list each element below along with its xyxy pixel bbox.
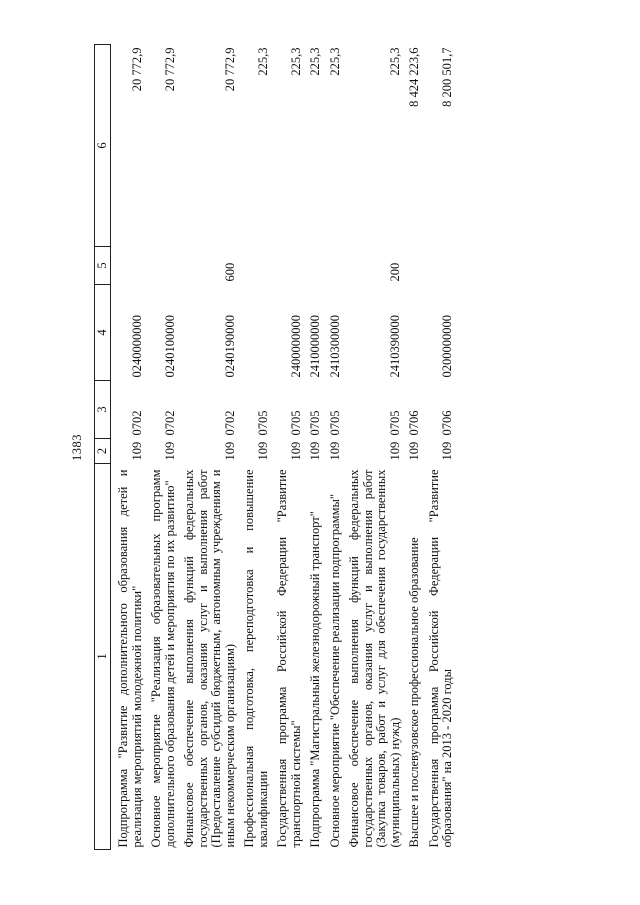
row-ministry-code: 109 (162, 441, 177, 461)
row-amount: 20 772,9 (222, 47, 237, 92)
header-col-6: 6 (95, 45, 111, 247)
table-row (273, 45, 306, 850)
header-col-5: 5 (95, 247, 111, 285)
row-expense-type (306, 247, 326, 285)
table-row (326, 45, 346, 850)
row-ministry-code: 109 (255, 441, 270, 461)
table-row (345, 45, 405, 850)
row-amount: 20 772,9 (162, 47, 177, 92)
row-amount: 8 200 501,7 (440, 47, 454, 107)
row-amount: 225,3 (255, 47, 270, 76)
table-row (147, 45, 180, 850)
row-section-code: 0706 (407, 410, 421, 436)
row-amount: 225,3 (387, 47, 402, 76)
row-section-code: 0705 (387, 410, 402, 436)
table-row (180, 45, 240, 850)
header-col-1: 1 (95, 464, 111, 850)
row-ministry-code: 109 (327, 441, 342, 461)
row-name: Основное мероприятие "Обеспечение реализации подпрограммы" (327, 494, 342, 848)
table-row (405, 45, 425, 850)
header-col-2: 2 (95, 439, 111, 464)
row-amount: 20 772,9 (129, 47, 144, 92)
table-row (425, 45, 458, 850)
header-col-3: 3 (95, 381, 111, 439)
row-target-code: 2410390000 (387, 315, 402, 378)
table-body (111, 45, 458, 850)
row-ministry-code: 109 (222, 441, 237, 461)
row-amount: 225,3 (308, 47, 322, 76)
header-row (95, 45, 111, 850)
row-target-code (240, 285, 273, 381)
row-section-code: 0702 (129, 410, 144, 436)
table-row (111, 45, 148, 850)
page-number: 1383 (70, 434, 84, 461)
row-ministry-code: 109 (288, 441, 303, 461)
row-name: Государственная программа Российской Федерации "Развитие образования" на 2013 - 2020 годы (426, 469, 454, 848)
row-expense-type (405, 247, 425, 285)
row-expense-type: 600 (222, 262, 237, 282)
row-target-code: 2400000000 (288, 315, 303, 378)
row-name: Основное мероприятие "Реализация образовательных программ дополнительного образования детей и мероприятия по их развитию" (149, 469, 177, 848)
row-expense-type: 200 (387, 262, 402, 282)
row-amount: 225,3 (288, 47, 303, 76)
rotated-document-page (70, 45, 590, 850)
row-section-code: 0702 (162, 410, 177, 436)
row-name: Финансовое обеспечение выполнения функций федеральных государственных органов, оказания услуг и выполнения работ (Предоставление субсидий бюджетным, автономным учреждениям и иным некоммерческим организациям) (182, 469, 237, 848)
row-expense-type (240, 247, 273, 285)
row-target-code: 2410300000 (327, 315, 342, 378)
row-section-code: 0705 (308, 410, 322, 436)
row-name: Финансовое обеспечение выполнения функций федеральных государственных органов, оказания услуг и выполнения работ (Закупка товаров, работ и услуг для обеспечения государственных (муниципальных) нужд) (347, 469, 402, 848)
row-ministry-code: 109 (308, 441, 322, 461)
row-target-code: 0240100000 (162, 315, 177, 378)
row-name: Профессиональная подготовка, переподготовка и повышение квалификации (242, 469, 270, 848)
row-section-code: 0705 (255, 410, 270, 436)
row-section-code: 0705 (327, 410, 342, 436)
row-name: Подпрограмма "Магистральный железнодорожный транспорт" (308, 511, 322, 848)
row-expense-type (326, 247, 346, 285)
row-ministry-code: 109 (440, 441, 454, 461)
row-target-code: 2410000000 (308, 315, 322, 378)
header-col-4: 4 (95, 285, 111, 381)
table-row (240, 45, 273, 850)
row-name: Подпрограмма "Развитие дополнительного образования детей и реализация мероприятий молодежной политики" (116, 469, 144, 848)
row-expense-type (147, 247, 180, 285)
row-amount: 8 424 223,6 (407, 47, 421, 107)
row-amount: 225,3 (327, 47, 342, 76)
row-expense-type (425, 247, 458, 285)
row-ministry-code: 109 (387, 441, 402, 461)
budget-table (94, 44, 458, 850)
table-row (306, 45, 326, 850)
row-section-code: 0706 (440, 410, 454, 436)
row-expense-type (111, 247, 148, 285)
row-target-code: 0200000000 (440, 315, 454, 378)
row-target-code (405, 285, 425, 381)
row-target-code: 0240190000 (222, 315, 237, 378)
row-name: Государственная программа Российской Федерации "Развитие транспортной системы" (275, 469, 303, 848)
row-name: Высшее и послевузовское профессиональное образование (407, 537, 421, 848)
row-section-code: 0702 (222, 410, 237, 436)
row-target-code: 0240000000 (129, 315, 144, 378)
table-header (95, 45, 111, 850)
row-ministry-code: 109 (129, 441, 144, 461)
row-section-code: 0705 (288, 410, 303, 436)
row-ministry-code: 109 (407, 441, 421, 461)
row-expense-type (273, 247, 306, 285)
